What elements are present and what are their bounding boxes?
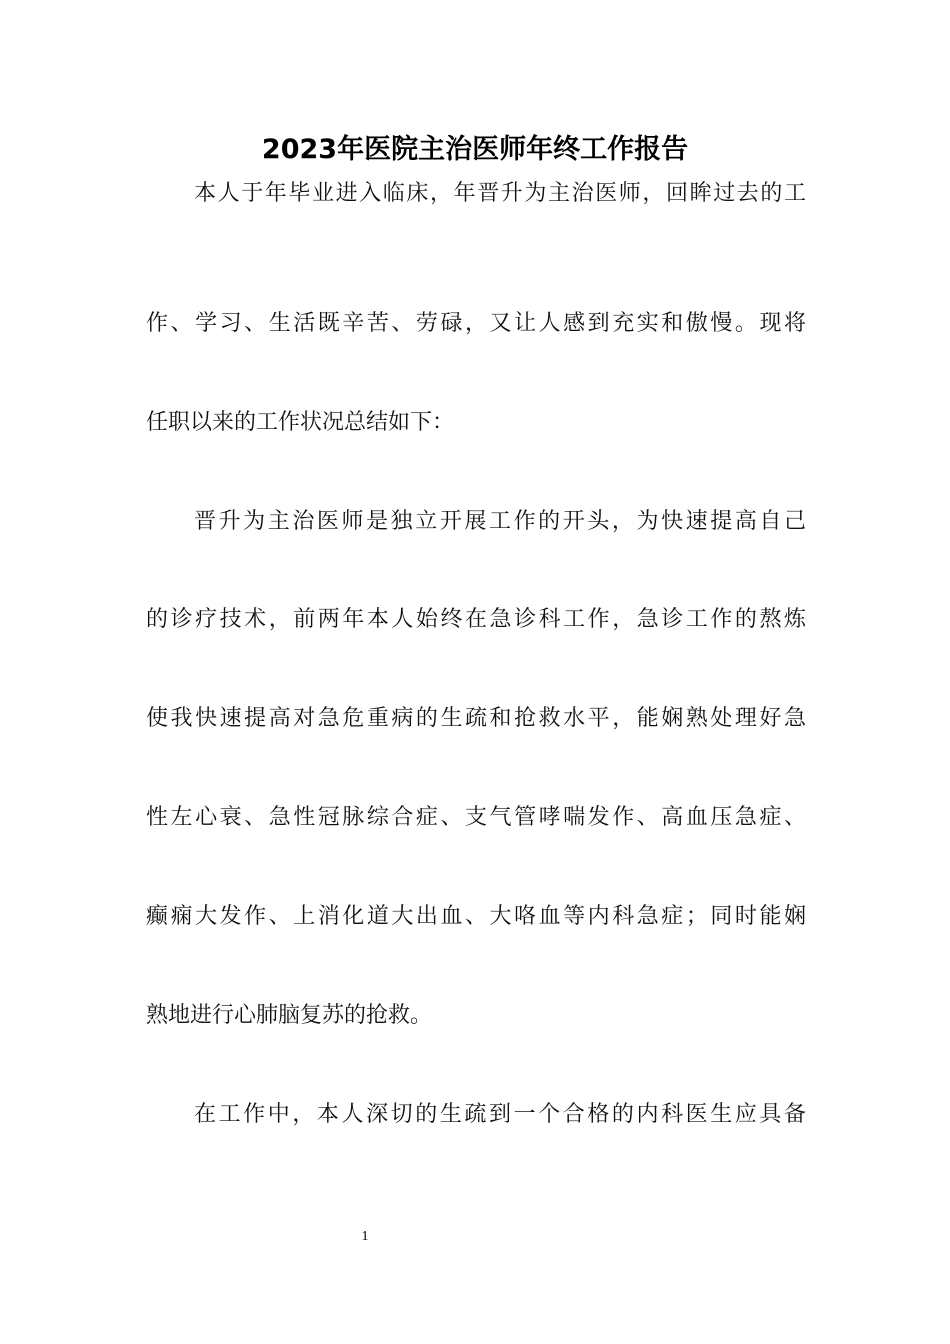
paragraph-1-line-2: 作、学习、生活既辛苦、劳碌，又让人感到充实和傲慢。现将: [146, 311, 806, 336]
paragraph-1-line-3: 任职以来的工作状况总结如下：: [146, 410, 455, 435]
paragraph-3-line-1: 在工作中，本人深切的生疏到一个合格的内科医生应具备: [194, 1102, 806, 1127]
paragraph-2-line-3: 使我快速提高对急危重病的生疏和抢救水平，能娴熟处理好急: [146, 706, 806, 731]
page-number: 1: [361, 1229, 369, 1244]
paragraph-2-line-5: 癫痫大发作、上消化道大出血、大咯血等内科急症；同时能娴: [146, 904, 806, 929]
paragraph-2-line-2: 的诊疗技术，前两年本人始终在急诊科工作，急诊工作的熬炼: [146, 607, 806, 632]
paragraph-2-line-1: 晋升为主治医师是独立开展工作的开头，为快速提高自己: [194, 509, 806, 534]
paragraph-2-line-4: 性左心衰、急性冠脉综合症、支气管哮喘发作、高血压急症、: [146, 805, 806, 830]
paragraph-2-line-6: 熟地进行心肺脑复苏的抢救。: [146, 1003, 433, 1028]
document-title: 2023年医院主治医师年终工作报告: [261, 134, 689, 165]
paragraph-1-line-1: 本人于年毕业进入临床，年晋升为主治医师，回眸过去的工: [194, 181, 806, 206]
